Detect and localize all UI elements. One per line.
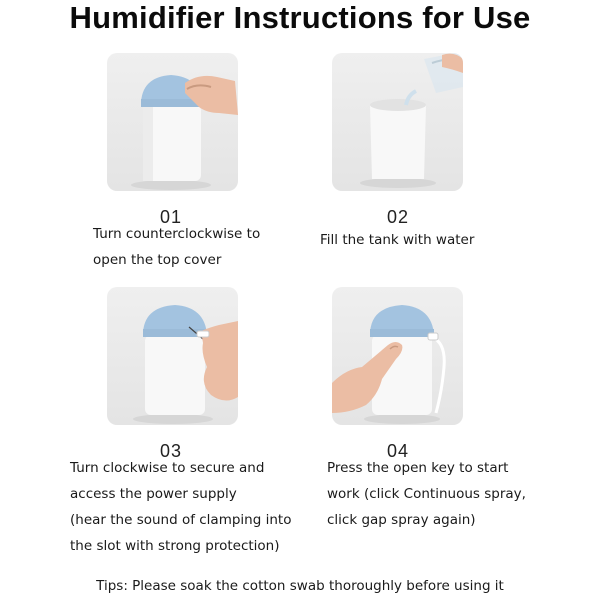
step-3-caption-line-2: access the power supply	[70, 486, 237, 502]
step-1-caption-line-1: Turn counterclockwise to	[93, 226, 261, 242]
step-3-caption-line-1: Turn clockwise to secure and	[70, 460, 265, 476]
tips-text: Tips: Please soak the cotton swab thoroughly before using it	[96, 578, 504, 594]
page-title: Humidifier Instructions for Use	[69, 0, 531, 35]
step-1-caption-line-2: open the top cover	[93, 252, 222, 268]
step-4-caption-line-3: click gap spray again)	[327, 512, 476, 528]
step-4-number: 04	[387, 441, 410, 461]
step-2-number: 02	[387, 207, 410, 227]
step-1-photo	[107, 53, 238, 191]
step-2-caption-line-1: Fill the tank with water	[320, 232, 475, 248]
step-3-number: 03	[160, 441, 183, 461]
step-3-caption-line-4: the slot with strong protection)	[70, 538, 280, 554]
step-2-photo	[332, 53, 463, 191]
step-1-number: 01	[160, 207, 183, 227]
step-3-caption-line-3: (hear the sound of clamping into	[70, 512, 292, 528]
step-4-caption-line-2: work (click Continuous spray,	[327, 486, 526, 502]
step-4-photo	[332, 287, 463, 425]
step-3-photo	[107, 287, 238, 425]
step-4-caption-line-1: Press the open key to start	[327, 460, 509, 476]
